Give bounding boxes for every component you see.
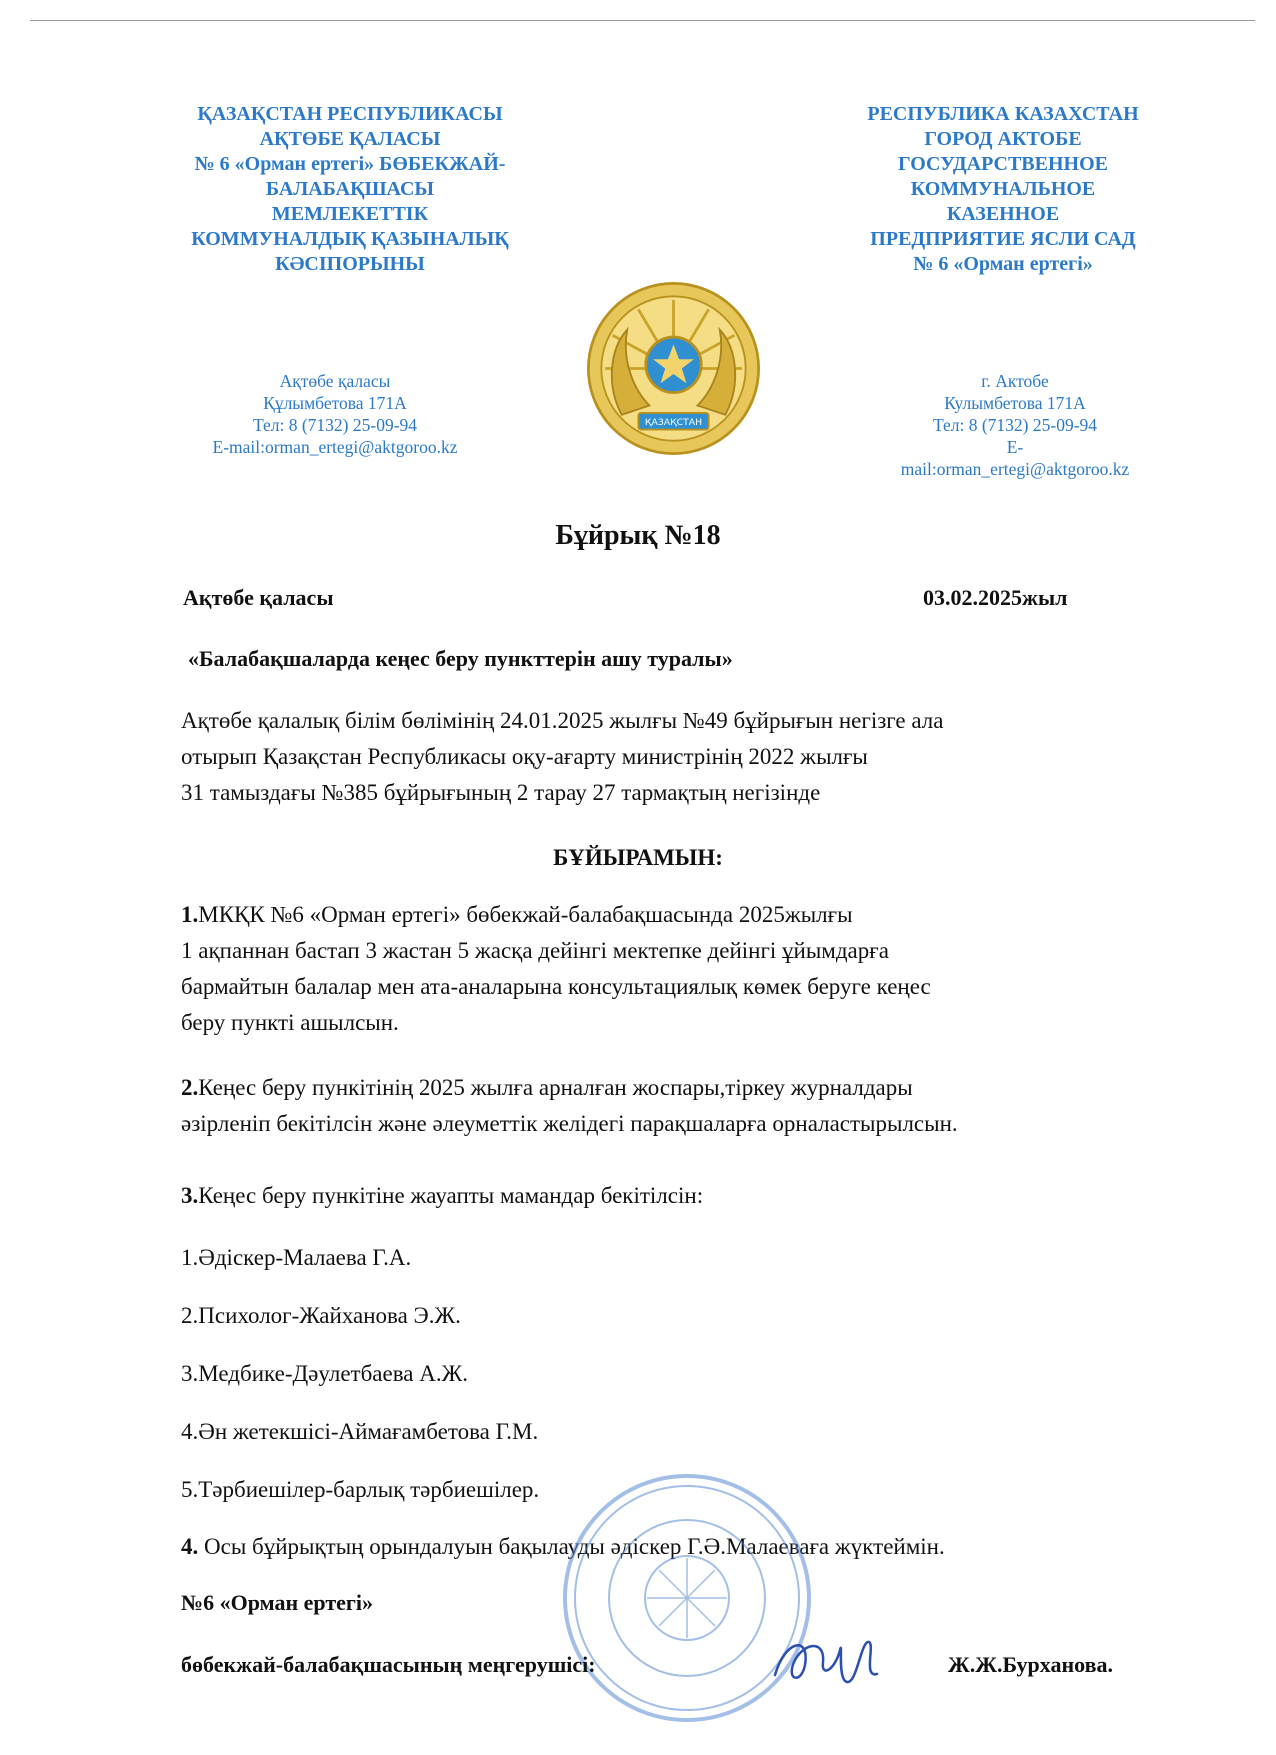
header-right-russian [793,102,1213,277]
state-emblem-icon [581,276,766,461]
header-left-line: МЕМЛЕКЕТТІК [271,203,429,225]
item-number: 2. [181,1075,199,1100]
document-title: Бұйрық №18 [555,520,721,551]
director-name: Ж.Ж.Бурханова. [948,1652,1113,1677]
item-text: бармайтын балалар мен ата-аналарына консультациялық көмек беруге кеңес [181,974,931,999]
header-right-line: ГОРОД АКТОБЕ [924,128,1082,150]
signatory-role: бөбекжай-балабақшасының меңгерушісі: [181,1652,596,1677]
staff-list-item: 3.Медбике-Дәулетбаева А.Ж. [181,1361,468,1386]
header-left-line: КӘСІПОРЫНЫ [275,253,425,275]
item-text: әзірленіп бекітілсін және әлеуметтік желідегі парақшаларға орналастырылсын. [181,1111,958,1136]
order-item-1 [181,897,1201,1041]
emblem-ribbon-text: ҚАЗАҚСТАН [644,416,703,428]
staff-list-item: 4.Ән жетекшісі-Аймағамбетова Г.М. [181,1419,539,1444]
header-right-line: ГОСУДАРСТВЕННОЕ [898,153,1108,175]
header-right-line: № 6 «Орман ертегі» [913,253,1093,275]
header-left-line: ҚАЗАҚСТАН РЕСПУБЛИКАСЫ [197,103,503,125]
item-number: 1. [181,902,199,927]
address-line: Тел: 8 (7132) 25-09-94 [252,415,418,435]
basis-paragraph [181,703,1181,811]
item-text: Кеңес беру пункітіне жауапты мамандар бекітілсін: [198,1183,704,1208]
staff-list-item: 2.Психолог-Жайханова Э.Ж. [181,1303,461,1328]
header-left-line: КОММУНАЛДЫҚ ҚАЗЫНАЛЫҚ [191,228,509,250]
address-line: Ақтөбе қаласы [279,371,391,391]
organization-name: №6 «Орман ертегі» [181,1590,374,1615]
address-line: г. Актобе [981,371,1049,391]
item-text: Кеңес беру пункітінің 2025 жылға арналған жоспары,тіркеу журналдары [198,1075,913,1100]
document-subject: «Балабақшаларда кеңес беру пункттерін ашу туралы» [188,646,733,671]
document-date: 03.02.2025жыл [923,585,1068,610]
header-left-line: БАЛАБАҚШАСЫ [265,178,435,200]
address-line: Тел: 8 (7132) 25-09-94 [932,415,1098,435]
top-rule [30,20,1255,21]
order-item-3 [181,1178,1201,1214]
item-text: 1 ақпаннан бастап 3 жастан 5 жасқа дейінгі мектепке дейінгі ұйымдарға [181,938,889,963]
address-right [850,370,1180,480]
header-right-line: РЕСПУБЛИКА КАЗАХСТАН [867,103,1139,125]
address-line: Құлымбетова 171А [263,393,407,413]
order-item-2 [181,1070,1201,1142]
header-right-line: КОММУНАЛЬНОЕ [910,178,1096,200]
basis-line: Ақтөбе қалалық білім бөлімінің 24.01.2025 жылғы №49 бұйрығын негізге ала [181,708,944,733]
header-right-line: КАЗЕННОЕ [946,203,1060,225]
header-left-line: АҚТӨБЕ ҚАЛАСЫ [259,128,441,150]
address-line: Кулымбетова 171А [944,393,1086,413]
item-text: Осы бұйрықтың орындалуын бақылауды әдіскер Г.Ә.Малаеваға жүктеймін. [198,1534,945,1559]
staff-list-item: 1.Әдіскер-Малаева Г.А. [181,1245,412,1270]
email-line: mail:orman_ertegi@aktgoroo.kz [900,459,1130,479]
header-left-line: № 6 «Орман ертегі» БӨБЕКЖАЙ- [194,153,506,175]
item-number: 4. [181,1534,199,1559]
basis-line: отырып Қазақстан Республикасы оқу-ағарту министрінің 2022 жылғы [181,744,868,769]
address-left [170,370,500,458]
order-heading: БҰЙЫРАМЫН: [553,845,723,870]
item-text: беру пункті ашылсын. [181,1010,399,1035]
staff-list-item: 5.Тәрбиешілер-барлық тәрбиешілер. [181,1477,540,1502]
item-text: МКҚК №6 «Орман ертегі» бөбекжай-балабақшасында 2025жылғы [198,902,853,927]
item-number: 3. [181,1183,199,1208]
handwritten-signature-icon [765,1620,885,1700]
header-left-kazakh [140,102,560,277]
email-line: E- [1006,437,1024,457]
basis-line: 31 тамыздағы №385 бұйрығының 2 тарау 27 тармақтың негізінде [181,780,821,805]
document-place: Ақтөбе қаласы [183,585,334,610]
header-right-line: ПРЕДПРИЯТИЕ ЯСЛИ САД [870,228,1136,250]
email-line: E-mail:orman_ertegi@aktgoroo.kz [212,437,458,457]
